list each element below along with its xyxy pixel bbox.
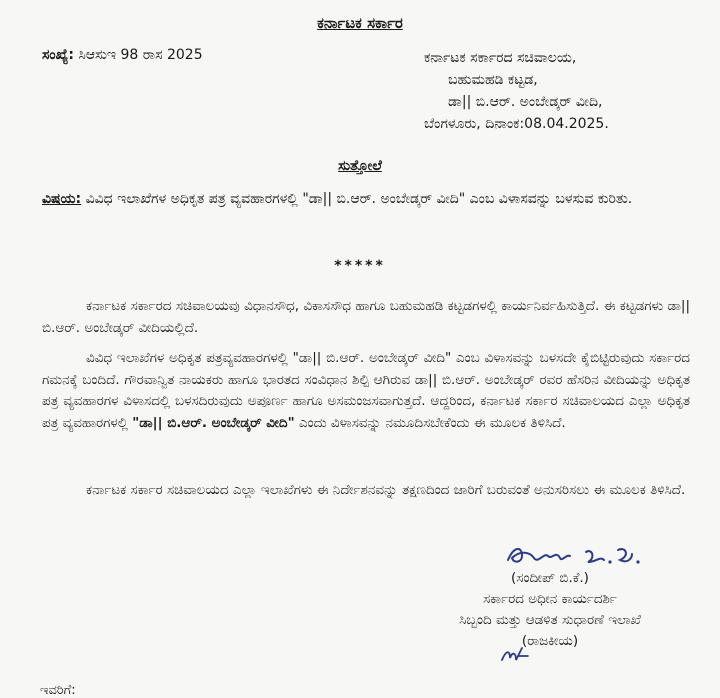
subject-text: ವಿವಿಧ ಇಲಾಖೆಗಳ ಅಧಿಕೃತ ಪತ್ರ ವ್ಯವಹಾರಗಳಲ್ಲಿ "ಡಾ|| ಬಿ.ಆರ್. ಅಂಬೇಡ್ಕರ್ ವೀದಿ" ಎಂಬ ವಿಳಾಸವನ್ನು ಬಳಸುವ ಕುರಿತು. [85,191,633,207]
address-line: ಬಹುಮಹಡಿ ಕಟ್ಟಡ, [448,72,538,88]
signatory-designation: ಸರ್ಕಾರದ ಅಧೀನ ಕಾರ್ಯದರ್ಶಿ [483,591,617,607]
document-title: ಕರ್ನಾಟಕ ಸರ್ಕಾರ [317,14,403,32]
reference-number [42,47,203,63]
paragraph-2-text-end: ಎಂದು ವಿಳಾಸವನ್ನು ನಮೂದಿಸಬೇಕೆಂದು ಈ ಮೂಲಕ ತಿಳಿಸಿದೆ. [298,414,566,431]
office-address [424,47,609,135]
address-line: ಬೆಂಗಳೂರು, ದಿನಾಂಕ:08.04.2025. [424,116,609,132]
paragraph-1: ಕರ್ನಾಟಕ ಸರ್ಕಾರದ ಸಚಿವಾಲಯವು ವಿಧಾನಸೌಧ, ವಿಕಾಸಸೌಧ ಹಾಗೂ ಬಹುಮಹಡಿ ಕಟ್ಟಡಗಳಲ್ಲಿ ಕಾರ್ಯನಿರ್ವಹಿಸುತ್ತಿದೆ. ಈ ಕಟ್ಟಡಗಳು ಡಾ|| ಬಿ.ಆರ್. ಅಂಬೇಡ್ಕರ್ ವೀದಿಯಲ್ಲಿದೆ. [42,298,690,336]
subject-label: ವಿಷಯ: [42,191,82,207]
paragraph-2-highlight: "ಡಾ|| ಬಿ.ಆರ್. ಅಂಬೇಡ್ಕರ್ ವೀದಿ" [132,414,295,431]
paragraph-2 [42,348,690,434]
paragraph-3: ಕರ್ನಾಟಕ ಸರ್ಕಾರ ಸಚಿವಾಲಯದ ಎಲ್ಲಾ ಇಲಾಖೆಗಳು ಈ ನಿರ್ದೇಶನವನ್ನು ತಕ್ಷಣದಿಂದ ಜಾರಿಗೆ ಬರುವಂತೆ ಅನುಸರಿಸಲು ಈ ಮೂಲಕ ತಿಳಿಸಿದೆ. [86,482,686,498]
reference-label: ಸಂಖ್ಯೆ: [42,47,74,63]
circular-heading: ಸುತ್ತೋಲೆ [338,158,382,174]
subject-line [42,188,682,210]
address-line: ಡಾ|| ಬಿ.ಆರ್. ಅಂಬೇಡ್ಕರ್ ವೀದಿ, [448,94,603,110]
signatory-block [410,568,690,652]
recipients-heading: ಇವರಿಗೆ: [40,683,76,698]
reference-value: ಸಿಆಸುಇ 98 ರಾಸ 2025 [78,47,203,63]
address-line: ಕರ್ನಾಟಕ ಸರ್ಕಾರದ ಸಚಿವಾಲಯ, [424,50,577,66]
signatory-name: (ಸಂದೀಪ್ ಬಿ.ಕೆ.) [511,570,589,586]
signature-image [500,540,700,570]
initials-mark [498,642,534,666]
separator: ***** [334,258,386,274]
signatory-section: (ರಾಜಕೀಯ) [521,633,579,649]
paragraph-2-text: ವಿವಿಧ ಇಲಾಖೆಗಳ ಅಧಿಕೃತ ಪತ್ರವ್ಯವಹಾರಗಳಲ್ಲಿ "ಡಾ|| ಬಿ.ಆರ್. ಅಂಬೇಡ್ಕರ್ ವೀದಿ" ಎಂಬ ವಿಳಾಸವನ್ನು ಬಳಸದೇ ಕೈಬಿಟ್ಟಿರುವುದು ಸರ್ಕಾರದ ಗಮನಕ್ಕೆ ಬಂದಿದೆ. ಗೌರವಾನ್ವಿತ ನಾಯಕರು ಹಾಗೂ ಭಾರತದ ಸಂವಿಧಾನ ಶಿಲ್ಪಿ ಆಗಿರುವ ಡಾ|| ಬಿ.ಆರ್. ಅಂಬೇಡ್ಕರ್ ರವರ ಹೆಸರಿನ ವೀದಿಯನ್ನು ಅಧಿಕೃತ ಪತ್ರ ವ್ಯವಹಾರಗಳ ವಿಳಾಸದಲ್ಲಿ ಬಳಸದಿರುವುದು ಅಪೂರ್ಣ ಹಾಗೂ ಅಸಮಂಜಸವಾಗುತ್ತದೆ. ಆದ್ದರಿಂದ, ಕರ್ನಾಟಕ ಸರ್ಕಾರ ಸಚಿವಾಲಯದ ಎಲ್ಲಾ ಅಧಿಕೃತ ಪತ್ರ ವ್ಯವಹಾರಗಳಲ್ಲಿ [42,350,690,431]
signatory-department: ಸಿಬ್ಬಂದಿ ಮತ್ತು ಆಡಳಿತ ಸುಧಾರಣೆ ಇಲಾಖೆ [459,612,641,628]
